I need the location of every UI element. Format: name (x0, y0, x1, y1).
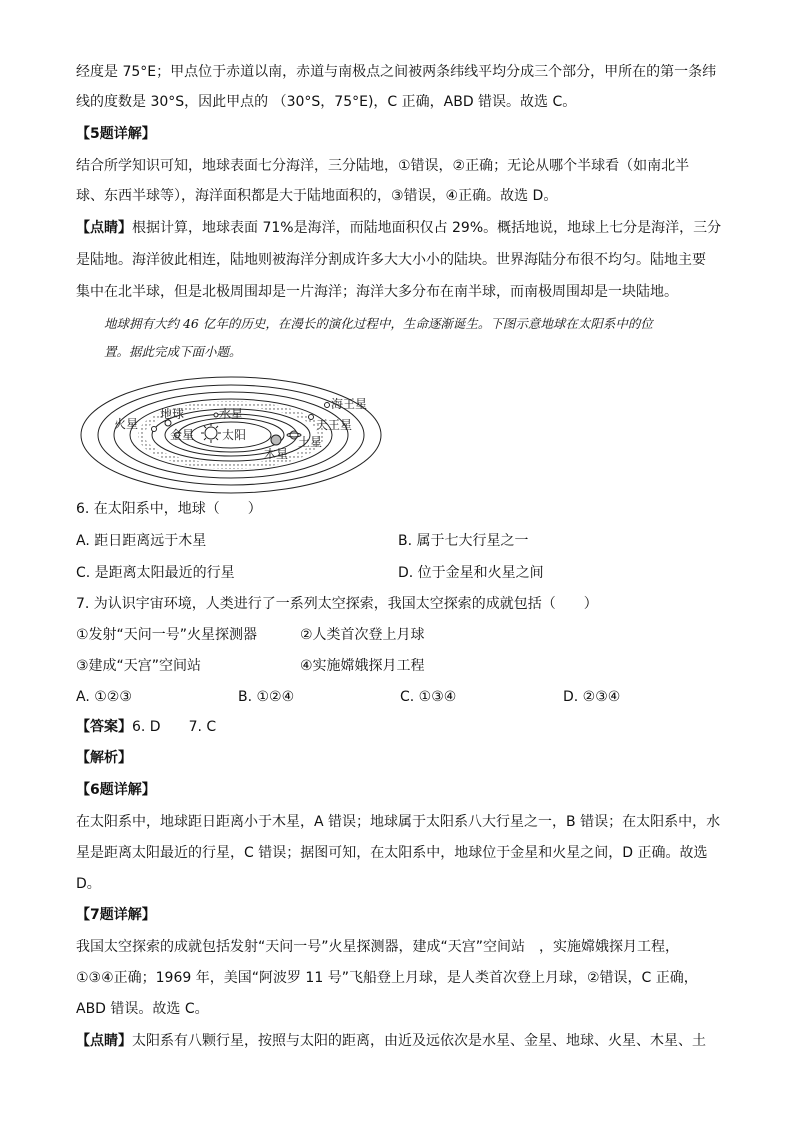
label-uranus: 天王星 (316, 418, 353, 432)
q7-stem: 7. 为认识宇宙环境，人类进行了一系列太空探索，我国太空探索的成就包括（ ） (76, 596, 598, 612)
q7-option-d: D. ②③④ (563, 689, 621, 705)
tip1-text1: 根据计算，地球表面 71%是海洋，而陆地面积仅占 29%。概括地说，地球上七分是海洋，三分 (132, 220, 722, 236)
q6d-line2: 星是距离太阳最近的行星，C 错误；据图可知，在太阳系中，地球位于金星和火星之间，D 正确。故选 (76, 845, 708, 861)
tip2-label: 【点睛】 (76, 1033, 132, 1049)
answer-line (76, 717, 720, 737)
mars-icon (152, 427, 157, 432)
label-jupiter: 木星 (264, 447, 289, 461)
q7-item3: ③建成“天宫”空间站 (76, 658, 202, 674)
q7d-line2: ①③④正确；1969 年，美国“阿波罗 11 号”飞船登上月球，是人类首次登上月球，②错误，C 正确， (76, 970, 698, 986)
label-sun: 太阳 (222, 428, 247, 442)
answer-text: 6. D 7. C (132, 719, 217, 735)
q7-option-a: A. ①②③ (76, 689, 132, 705)
q5-line1: 结合所学知识可知，地球表面七分海洋，三分陆地，①错误，②正确；无论从哪个半球看（如南北半 (76, 158, 690, 174)
label-venus: 金星 (170, 428, 195, 442)
solar-system-diagram (76, 375, 396, 500)
label-neptune: 海王星 (331, 397, 368, 411)
q5-line2: 球、东西半球等），海洋面积都是大于陆地面积的，③错误，④正确。故选 D。 (76, 188, 558, 204)
q6-option-a: A. 距日距离远于木星 (76, 533, 207, 549)
q7-item4: ④实施嫦娥探月工程 (300, 658, 425, 674)
q6-option-d: D. 位于金星和火星之间 (398, 565, 544, 581)
tip2-line1 (76, 1031, 720, 1051)
saturn-icon (290, 431, 298, 439)
q6-option-c: C. 是距离太阳最近的行星 (76, 565, 235, 581)
neptune-icon (325, 403, 330, 408)
q5-heading: 【5题详解】 (76, 126, 156, 142)
q7d-line1: 我国太空探索的成就包括发射“天问一号”火星探测器，建成“天宫”空间站 ，实施嫦娥探月工程， (76, 939, 680, 955)
analysis-label: 【解析】 (76, 750, 132, 766)
intro-line2: 置。据此完成下面小题。 (104, 344, 242, 359)
q6d-heading: 【6题详解】 (76, 782, 156, 798)
tip1-line2: 是陆地。海洋彼此相连，陆地则被海洋分割成许多大大小小的陆块。世界海陆分布很不均匀。陆地主要 (76, 252, 706, 268)
q7-option-c: C. ①③④ (400, 689, 457, 705)
label-mercury: 水星 (219, 407, 244, 421)
q6-stem: 6. 在太阳系中，地球（ ） (76, 501, 262, 517)
label-saturn: 土星 (298, 435, 323, 449)
jupiter-icon (271, 435, 281, 445)
label-earth: 地球 (160, 407, 185, 421)
tip1-line3: 集中在北半球，但是北极周围却是一片海洋；海洋大多分布在南半球，而南极周围却是一块陆地。 (76, 284, 678, 300)
label-mars: 火星 (114, 417, 139, 431)
q6d-line1: 在太阳系中，地球距日距离小于木星，A 错误；地球属于太阳系八大行星之一，B 错误；在太阳系中，水 (76, 814, 721, 830)
q7-option-b: B. ①②④ (238, 689, 295, 705)
q7-item1: ①发射“天问一号”火星探测器 (76, 627, 258, 643)
tip2-text1: 太阳系有八颗行星，按照与太阳的距离，由近及远依次是水星、金星、地球、火星、木星、土 (132, 1033, 706, 1049)
q7d-heading: 【7题详解】 (76, 907, 156, 923)
q6d-line3: D。 (76, 876, 101, 892)
uranus-icon (309, 415, 314, 420)
mercury-icon (214, 413, 218, 417)
para1-line2: 线的度数是 30°S，因此甲点的 （30°S，75°E)，C 正确，ABD 错误。故选 C。 (76, 94, 577, 110)
para1-line1: 经度是 75°E；甲点位于赤道以南，赤道与南极点之间被两条纬线平均分成三个部分，甲所在的第一条纬 (76, 64, 717, 80)
sun-icon (201, 423, 221, 443)
tip1-line1 (76, 218, 720, 238)
tip1-label: 【点睛】 (76, 220, 132, 236)
q6-option-b: B. 属于七大行星之一 (398, 533, 529, 549)
answer-label: 【答案】 (76, 719, 132, 735)
intro-line1: 地球拥有大约 46 亿年的历史，在漫长的演化过程中，生命逐渐诞生。下图示意地球在太阳系中的位 (104, 316, 653, 331)
q7d-line3: ABD 错误。故选 C。 (76, 1001, 209, 1017)
q7-item2: ②人类首次登上月球 (300, 627, 425, 643)
